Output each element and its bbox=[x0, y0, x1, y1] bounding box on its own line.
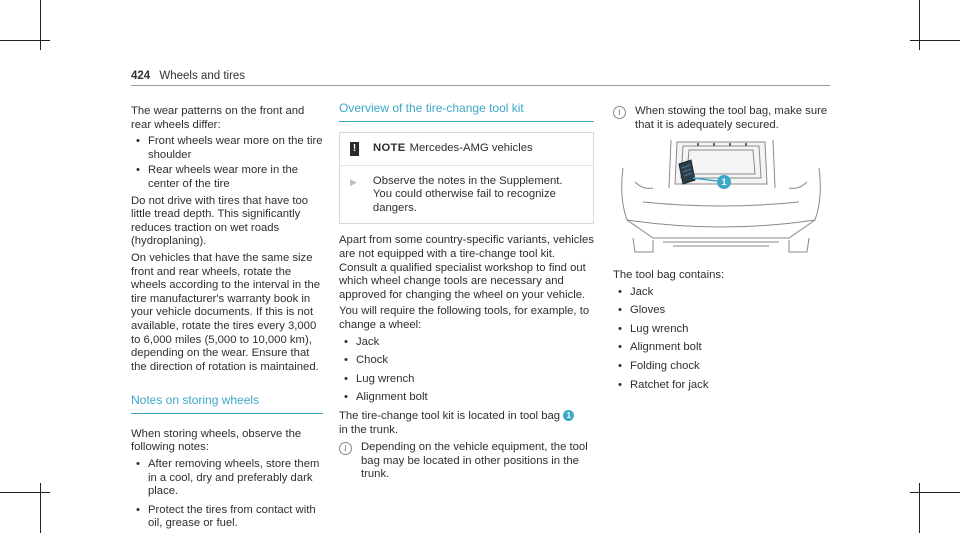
crop-mark bbox=[919, 0, 920, 50]
list-item: • Jack bbox=[613, 286, 835, 300]
list-item: • Alignment bolt bbox=[339, 391, 594, 405]
info-note bbox=[613, 105, 835, 132]
list-item: • Chock bbox=[339, 354, 594, 368]
tool-bag-contents bbox=[613, 269, 835, 397]
page-title: Wheels and tires bbox=[159, 70, 246, 82]
tools-intro: You will require the following tools, for example, to change a wheel: bbox=[339, 305, 590, 331]
list-item: • Front wheels wear more on the tire shoulder bbox=[131, 135, 323, 162]
page-number: 424 bbox=[131, 70, 151, 82]
crop-mark bbox=[0, 40, 50, 41]
column-right bbox=[613, 105, 835, 132]
note-body bbox=[340, 166, 593, 224]
section-title-toolkit: Overview of the tire-change tool kit bbox=[339, 102, 594, 122]
list-item: • Lug wrench bbox=[339, 373, 594, 387]
info-icon: i bbox=[339, 442, 352, 455]
info-text: When stowing the tool bag, make sure that it is adequately secured. bbox=[635, 105, 828, 131]
list-item: • Alignment bolt bbox=[613, 341, 835, 355]
storing-intro: When storing wheels, observe the following notes: bbox=[131, 427, 302, 454]
callout-badge: 1 bbox=[563, 410, 574, 421]
crop-mark bbox=[40, 483, 41, 533]
crop-mark bbox=[910, 40, 960, 41]
page-header bbox=[131, 70, 245, 82]
list-item: • Protect the tires from contact with oil, grease or fuel. bbox=[131, 504, 323, 531]
rotation-paragraph: On vehicles that have the same size front and rear wheels, rotate the wheels according to the interval in the tire manufacturer's warranty book in your vehicle documents. If this is not available, rotate the tires every 3,000 to 6,000 miles (5,000 to 10,000 km), depending on the wear. Ensure that the direction of rotation is maintained. bbox=[131, 251, 321, 373]
tools-list bbox=[339, 336, 594, 405]
contents-intro: The tool bag contains: bbox=[613, 269, 725, 281]
location-paragraph bbox=[339, 410, 594, 437]
note-label: NOTE bbox=[373, 141, 406, 154]
list-item: • Folding chock bbox=[613, 360, 835, 374]
list-item: • Gloves bbox=[613, 304, 835, 318]
list-item: • Lug wrench bbox=[613, 323, 835, 337]
list-item: • After removing wheels, store them in a cool, dry and preferably dark place. bbox=[131, 458, 323, 499]
crop-mark bbox=[40, 0, 41, 50]
crop-mark bbox=[910, 492, 960, 493]
storing-list bbox=[131, 458, 323, 531]
column-left bbox=[131, 105, 323, 536]
note-box bbox=[339, 132, 594, 225]
toolkit-paragraph: Apart from some country-specific variants, vehicles are not equipped with a tire-change tool kit. Consult a qualified specialist workshop to find out which wheel change tools are necessary and approved for changing the wheel on your vehicle. bbox=[339, 234, 594, 301]
location-tail: in the trunk. bbox=[339, 423, 399, 436]
note-heading: Mercedes-AMG vehicles bbox=[409, 141, 533, 154]
list-item: • Jack bbox=[339, 336, 594, 350]
list-item: • Ratchet for jack bbox=[613, 379, 835, 393]
wear-list bbox=[131, 135, 323, 191]
info-note bbox=[339, 441, 594, 482]
trunk-illustration bbox=[613, 138, 829, 256]
wear-intro: The wear patterns on the front and rear wheels differ: bbox=[131, 105, 305, 131]
location-text: The tire-change tool kit is located in tool bag bbox=[339, 409, 561, 422]
warning-icon: ! bbox=[350, 142, 359, 156]
column-middle bbox=[339, 102, 594, 482]
tread-paragraph: Do not drive with tires that have too little tread depth. This significantly reduces traction on wet roads (hydroplaning). bbox=[131, 194, 309, 248]
note-text: Observe the notes in the Supplement. You could otherwise fail to recognize dangers. bbox=[372, 174, 563, 214]
note-header bbox=[340, 133, 593, 166]
info-text: Depending on the vehicle equipment, the tool bag may be located in other positions in the trunk. bbox=[361, 441, 588, 481]
info-icon: i bbox=[613, 106, 626, 119]
section-title-storing: Notes on storing wheels bbox=[131, 394, 323, 414]
list-item: • Rear wheels wear more in the center of the tire bbox=[131, 164, 323, 191]
crop-mark bbox=[919, 483, 920, 533]
arrow-right-icon: ▶ bbox=[350, 176, 357, 187]
header-rule bbox=[131, 85, 830, 86]
figure-callout-badge: 1 bbox=[717, 175, 731, 189]
contents-list bbox=[613, 286, 835, 393]
vehicle-rear-drawing bbox=[613, 138, 829, 256]
crop-mark bbox=[0, 492, 50, 493]
